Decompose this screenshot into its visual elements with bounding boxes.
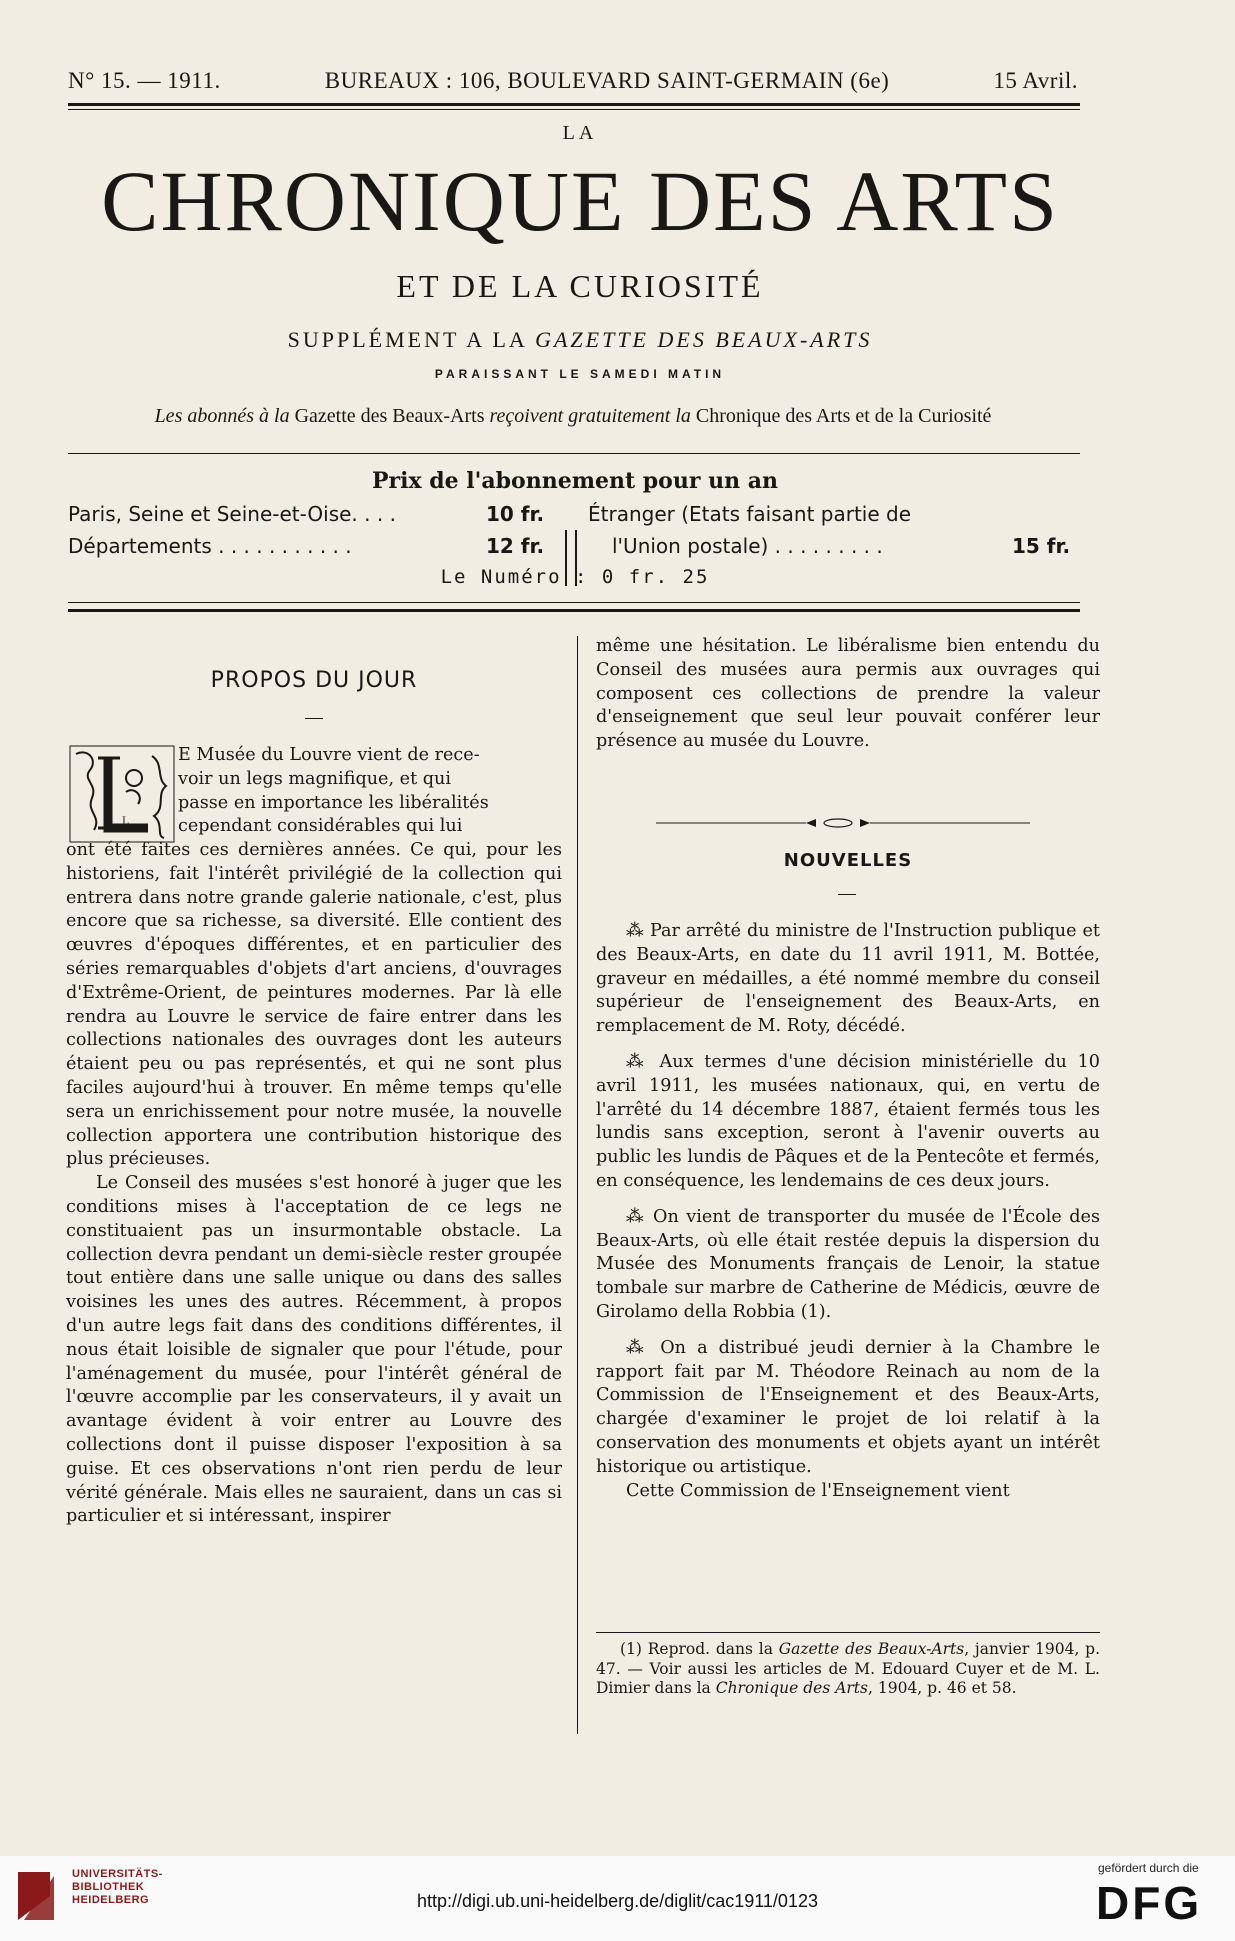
continuation-paragraph: même une hésitation. Le libéralisme bien entendu du Conseil des musées aura permis aux ouvrages qui composent ces collections de prendre la valeur d'enseignement que seul leur pouvait conférer leur présence au musée du Louvre. [596,636,1100,752]
footnote-part-3: , janvier 1904, p. 47. — Voir aussi les articles de M. Edouard Cuyer et de M. L. Dimier dans la [596,1640,1101,1697]
masthead-topline [68,68,1078,94]
dfg-logo: DFG [1096,1877,1203,1929]
first-lines-block [178,744,562,839]
masthead-rule [68,103,1080,106]
supplement-journal: GAZETTE DES BEAUX-ARTS [535,327,873,352]
publication-schedule: PARAISSANT LE SAMEDI MATIN [434,367,726,381]
single-issue-price: Le Numéro : 0 fr. 25 [440,566,710,588]
price-etranger-label-2: l'Union postale) . . . . . . . . . [612,534,883,558]
nouvelles-dash [838,894,856,895]
section-title-propos: PROPOS DU JOUR [210,668,418,693]
column-divider [577,636,578,1734]
price-paris [486,502,544,526]
first-line-4: cependant considérables qui lui [178,816,463,837]
funding-note: gefördert durch die [1098,1861,1199,1875]
left-column-text [66,839,562,1529]
bureaux-address: BUREAUX : 106, BOULEVARD SAINT-GERMAIN (6e) [324,68,890,93]
news-last-paragraph: Cette Commission de l'Enseignement vient [626,1480,1010,1501]
university-line-3: HEIDELBERG [72,1894,150,1906]
supplement-line [0,327,1160,353]
price-etranger [1012,534,1070,558]
abonnes-part-3: reçoivent gratuitement la [484,405,696,427]
source-url-link[interactable]: http://digi.ub.uni-heidelberg.de/diglit/cac1911/0123 [417,1891,818,1911]
section-title-nouvelles: NOUVELLES [783,850,913,871]
university-line-1: UNIVERSITÄTS- [72,1868,163,1880]
footnote-part-5: , 1904, p. 46 et 58. [868,1679,1017,1697]
news-item-3: ⁂ On vient de transporter du musée de l'École des Beaux-Arts, où elle était restée depuis la dispersion du Musée des Monuments français de Lenoir, la statue tombale sur marbre de Catherine de Médicis, œuvre de Girolamo della Robbia (1). [596,1206,1100,1322]
paragraph-1: ont été faites ces dernières années. Ce qui, pour les historiens, fait l'intérêt privilégié de la collection qui entrera dans notre grande galerie nationale, c'est, plus encore que sa richesse, sa diversité. Elle contient des œuvres d'époques différentes, et en particulier des séries remarquables d'objets d'art anciens, d'ouvrages d'Extrême-Orient, de peintures modernes. Par là elle rendra au Louvre le service de faire entrer dans les collections nationales des ouvrages dont les auteurs étaient peu ou pas représentés, et qui ne sont plus faciles aujourd'hui à trouver. En même temps qu'elle sera un enrichissement pour notre musée, la nouvelle collection apportera une contribution historique des plus précieuses. [66,840,562,1170]
subscription-bottom-rule-2 [68,609,1080,612]
masthead-rule-thin [68,109,1080,110]
issue-number: N° 15. — 1911. [68,68,221,93]
price-paris-value: 10 fr. [486,502,545,526]
price-etranger-value: 15 fr. [1012,534,1071,558]
price-dept-value: 12 fr. [486,534,545,558]
university-line-2: BIBLIOTHEK [72,1881,145,1893]
price-dept [486,534,544,558]
abonnes-part-2: Gazette des Beaux-Arts [294,405,485,427]
title-article: LA [562,122,598,144]
section-dash [305,718,323,719]
news-item-4: ⁂ On a distribué jeudi dernier à la Chambre le rapport fait par M. Théodore Reinach au nom de la Commission de l'Enseignement et des Beaux-Arts, chargée d'examiner le projet de loi relatif à la conservation des monuments et objets ayant un intérêt historique ou artistique. [596,1337,1100,1477]
footnote-rule [596,1632,1100,1633]
price-etranger-label-1: Étranger (Etats faisant partie de [588,502,912,526]
dropcap-ornament-icon [68,744,176,844]
abonnes-part-1: Les abonnés à la [154,405,295,427]
price-paris-label: Paris, Seine et Seine-et-Oise. . . . [68,502,396,526]
subscription-bottom-rule [68,602,1080,603]
footnote-part-4: Chronique des Arts [715,1679,868,1697]
right-column-continuation [596,635,1100,754]
supplement-prefix: SUPPLÉMENT A LA [287,327,536,352]
news-item-1: ⁂ Par arrêté du ministre de l'Instruction publique et des Beaux-Arts, en date du 11 avril 1911, M. Bottée, graveur en médailles, a été nommé membre du conseil supérieur de l'enseignement des Beaux-Arts, en remplacement de M. Roty, décédé. [596,921,1100,1037]
footnote-part-1: (1) Reprod. dans la [620,1640,779,1658]
page-subtitle: ET DE LA CURIOSITÉ [396,268,764,304]
subscription-title: Prix de l'abonnement pour un an [372,468,778,494]
footnote-part-2: Gazette des Beaux-Arts [778,1640,965,1658]
footnote-text [596,1640,1100,1699]
dropcap-letter: L [122,816,129,827]
news-list [596,920,1100,1503]
footnote [596,1640,1100,1699]
subscribers-note [68,405,1078,428]
page-title: CHRONIQUE DES ARTS [101,153,1059,249]
first-line-3: passe en importance les libéralités [178,792,489,813]
first-line-2: voir un legs magnifique, et qui [178,768,451,789]
subscription-top-rule [68,453,1080,454]
first-line-1: E Musée du Louvre vient de rece- [178,745,480,765]
paragraph-2: Le Conseil des musées s'est honoré à juger que les conditions mises à l'acceptation de ce legs ne constituaient pas un insurmontable obstacle. La collection devra pendant un demi-siècle rester groupée tout entière dans une salle unique ou dans des salles voisines les unes des autres. Récemment, à propos d'un autre legs fait dans des conditions différentes, il nous était loisible de signaler que pour l'étude, pour l'aménagement du musée, pour l'intérêt général de l'œuvre accomplie par les conservateurs, il y avait un avantage évident à voir entrer au Louvre des collections dont il puisse disposer l'exposition à sa guise. Et ces observations n'ont rien perdu de leur vérité générale. Mais elles ne sauraient, dans un cas si particulier et si intéressant, inspirer [66,1173,562,1527]
section-ornament-icon [656,818,1030,828]
news-item-2: ⁂ Aux termes d'une décision ministérielle du 10 avril 1911, les musées nationaux, qui, en vertu de l'arrêté du 14 décembre 1887, étaient fermés tous les lundis sans exception, seront à l'avenir ouverts au public les lundis de Pâques et de la Pentecôte et fermés, en conséquence, les lendemains de ces deux jours. [596,1051,1100,1191]
abonnes-part-4: Chronique des Arts et de la Curiosité [695,405,992,427]
price-dept-label: Départements . . . . . . . . . . . [68,534,352,558]
issue-date: 15 Avril. [993,68,1078,93]
